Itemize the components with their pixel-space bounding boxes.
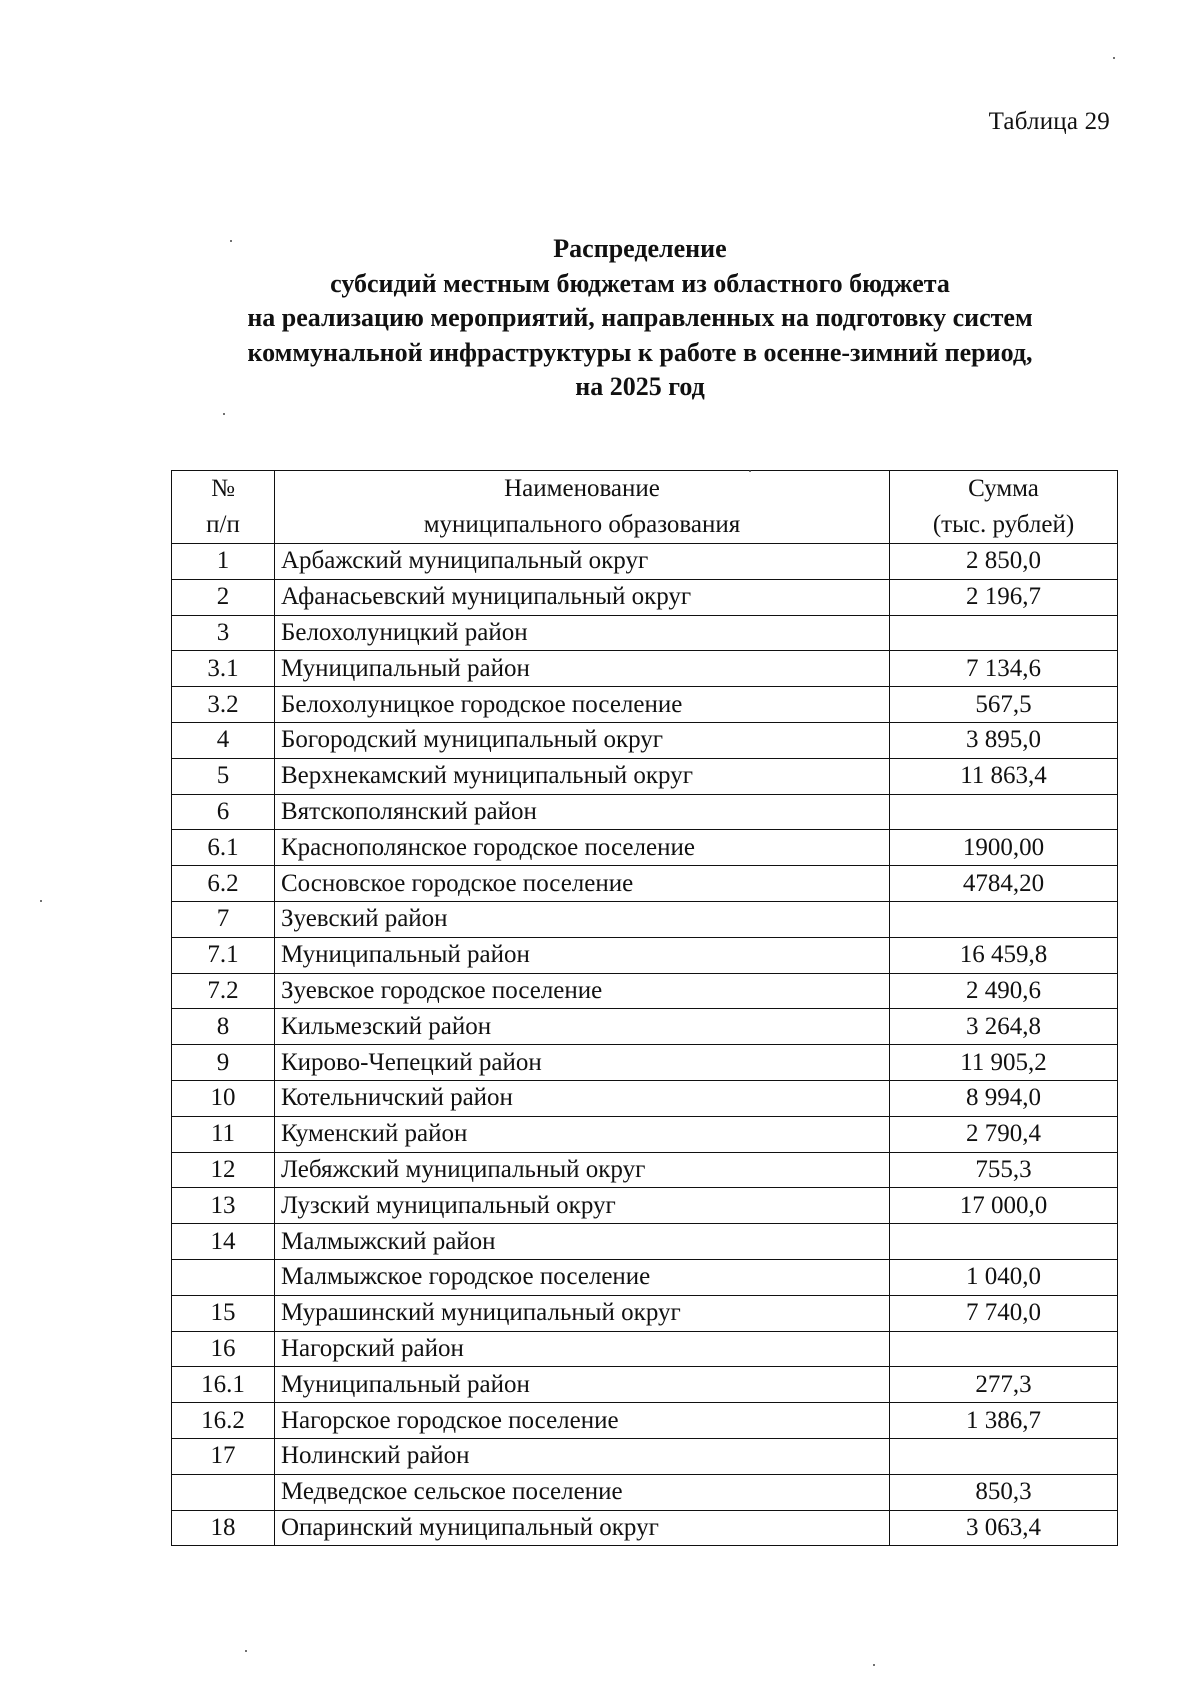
table-row [172, 1009, 1118, 1045]
header-sum-line-1: Сумма [968, 475, 1039, 502]
table-header-row [172, 471, 1118, 544]
title-line: Распределение [553, 234, 727, 263]
row-sum: 17 000,0 [890, 1188, 1118, 1224]
row-sum: 1900,00 [890, 830, 1118, 866]
row-sum: 11 863,4 [890, 758, 1118, 794]
row-number: 16.2 [172, 1403, 275, 1439]
row-name: Котельничский район [275, 1080, 890, 1116]
row-number: 9 [172, 1045, 275, 1081]
row-number: 12 [172, 1152, 275, 1188]
row-sum: 3 264,8 [890, 1009, 1118, 1045]
table-row [172, 973, 1118, 1009]
header-name [275, 471, 890, 544]
row-number: 6.1 [172, 830, 275, 866]
row-number: 18 [172, 1510, 275, 1546]
row-number: 3.2 [172, 687, 275, 723]
document-title [150, 232, 1130, 405]
row-number: 14 [172, 1224, 275, 1260]
row-sum: 3 895,0 [890, 722, 1118, 758]
scan-speck [749, 470, 751, 472]
row-sum: 2 850,0 [890, 544, 1118, 580]
row-name: Верхнекамский муниципальный округ [275, 758, 890, 794]
row-number [172, 1474, 275, 1510]
table-row [172, 758, 1118, 794]
row-sum: 567,5 [890, 687, 1118, 723]
scan-speck [245, 1650, 247, 1652]
row-number: 8 [172, 1009, 275, 1045]
row-sum: 11 905,2 [890, 1045, 1118, 1081]
row-number [172, 1259, 275, 1295]
row-number: 3 [172, 615, 275, 651]
table-row [172, 1295, 1118, 1331]
row-number: 16 [172, 1331, 275, 1367]
scan-speck [230, 240, 232, 242]
table-row [172, 794, 1118, 830]
row-name: Муниципальный район [275, 1367, 890, 1403]
row-name: Сосновское городское поселение [275, 866, 890, 902]
row-name: Малмыжское городское поселение [275, 1259, 890, 1295]
table-row [172, 1403, 1118, 1439]
header-name-line-2: муниципального образования [423, 511, 741, 538]
row-sum: 850,3 [890, 1474, 1118, 1510]
table-row [172, 901, 1118, 937]
table-row [172, 1510, 1118, 1546]
row-sum [890, 615, 1118, 651]
row-sum: 4784,20 [890, 866, 1118, 902]
table-row [172, 1116, 1118, 1152]
row-name: Белохолуницкий район [275, 615, 890, 651]
row-sum: 3 063,4 [890, 1510, 1118, 1546]
row-number: 2 [172, 579, 275, 615]
header-number-line-2: п/п [206, 511, 240, 538]
row-sum [890, 1438, 1118, 1474]
header-name-line-1: Наименование [504, 475, 660, 502]
table-row [172, 615, 1118, 651]
row-sum [890, 901, 1118, 937]
scan-speck [1113, 57, 1115, 59]
row-sum: 8 994,0 [890, 1080, 1118, 1116]
table-row [172, 830, 1118, 866]
row-name: Зуевский район [275, 901, 890, 937]
header-number [172, 471, 275, 544]
table-row [172, 687, 1118, 723]
row-sum: 16 459,8 [890, 937, 1118, 973]
row-name: Муниципальный район [275, 937, 890, 973]
table-row [172, 1045, 1118, 1081]
row-sum: 2 196,7 [890, 579, 1118, 615]
table-row [172, 866, 1118, 902]
row-number: 7 [172, 901, 275, 937]
table-row [172, 1438, 1118, 1474]
scan-speck [40, 900, 42, 902]
row-name: Нагорское городское поселение [275, 1403, 890, 1439]
row-number: 17 [172, 1438, 275, 1474]
row-name: Малмыжский район [275, 1224, 890, 1260]
row-number: 1 [172, 544, 275, 580]
row-name: Кильмезский район [275, 1009, 890, 1045]
row-name: Медведское сельское поселение [275, 1474, 890, 1510]
row-name: Арбажский муниципальный округ [275, 544, 890, 580]
header-sum [890, 471, 1118, 544]
table-row [172, 651, 1118, 687]
table-row [172, 722, 1118, 758]
header-sum-line-2: (тыс. рублей) [932, 511, 1075, 538]
row-sum: 2 790,4 [890, 1116, 1118, 1152]
title-line: субсидий местным бюджетам из областного бюджета [330, 268, 950, 298]
scan-speck [223, 413, 225, 415]
row-name: Афанасьевский муниципальный округ [275, 579, 890, 615]
table-row [172, 579, 1118, 615]
table-row [172, 1367, 1118, 1403]
row-number: 4 [172, 722, 275, 758]
row-number: 6 [172, 794, 275, 830]
row-name: Нолинский район [275, 1438, 890, 1474]
row-number: 11 [172, 1116, 275, 1152]
table-row [172, 544, 1118, 580]
row-sum: 1 040,0 [890, 1259, 1118, 1295]
table-row [172, 1080, 1118, 1116]
row-name: Белохолуницкое городское поселение [275, 687, 890, 723]
row-number: 15 [172, 1295, 275, 1331]
row-name: Мурашинский муниципальный округ [275, 1295, 890, 1331]
row-name: Муниципальный район [275, 651, 890, 687]
row-number: 6.2 [172, 866, 275, 902]
table-row [172, 1188, 1118, 1224]
row-number: 3.1 [172, 651, 275, 687]
row-name: Вятскополянский район [275, 794, 890, 830]
table-row [172, 1259, 1118, 1295]
row-sum [890, 1224, 1118, 1260]
row-name: Лузский муниципальный округ [275, 1188, 890, 1224]
table-row [172, 1152, 1118, 1188]
row-sum [890, 1331, 1118, 1367]
table-row [172, 1224, 1118, 1260]
row-sum: 7 134,6 [890, 651, 1118, 687]
row-number: 5 [172, 758, 275, 794]
row-name: Лебяжский муниципальный округ [275, 1152, 890, 1188]
row-number: 13 [172, 1188, 275, 1224]
row-sum: 755,3 [890, 1152, 1118, 1188]
title-line: на 2025 год [575, 372, 705, 401]
table-row [172, 1331, 1118, 1367]
table-row [172, 1474, 1118, 1510]
table-reference-label: Таблица 29 [988, 108, 1110, 135]
row-sum [890, 794, 1118, 830]
title-line: коммунальной инфраструктуры к работе в осенне-зимний период, [247, 337, 1033, 367]
row-sum: 7 740,0 [890, 1295, 1118, 1331]
title-line: на реализацию мероприятий, направленных на подготовку систем [247, 303, 1033, 332]
table-row [172, 937, 1118, 973]
row-sum: 2 490,6 [890, 973, 1118, 1009]
row-name: Краснополянское городское поселение [275, 830, 890, 866]
row-name: Нагорский район [275, 1331, 890, 1367]
row-name: Богородский муниципальный округ [275, 722, 890, 758]
row-number: 10 [172, 1080, 275, 1116]
row-sum: 277,3 [890, 1367, 1118, 1403]
header-number-line-1: № [211, 475, 235, 502]
row-number: 7.1 [172, 937, 275, 973]
scan-speck [873, 1664, 875, 1666]
subsidy-allocation-table [171, 470, 1118, 1546]
row-name: Опаринский муниципальный округ [275, 1510, 890, 1546]
row-number: 7.2 [172, 973, 275, 1009]
row-name: Куменский район [275, 1116, 890, 1152]
row-sum: 1 386,7 [890, 1403, 1118, 1439]
row-name: Кирово-Чепецкий район [275, 1045, 890, 1081]
row-name: Зуевское городское поселение [275, 973, 890, 1009]
row-number: 16.1 [172, 1367, 275, 1403]
